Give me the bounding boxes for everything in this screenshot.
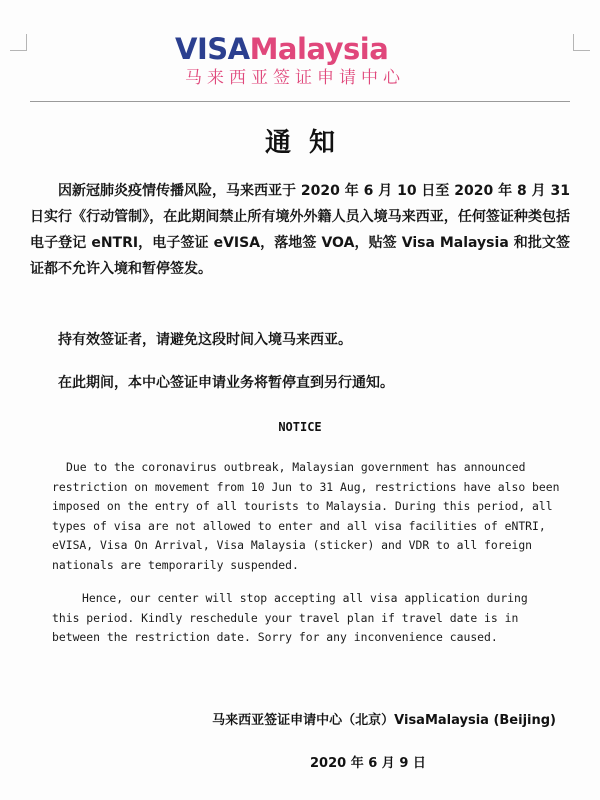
logo-visa-text: VISA <box>175 32 250 66</box>
crop-mark-top-left <box>10 34 27 51</box>
english-paragraph-2: Hence, our center will stop accepting all visa application during this period. Kindly reschedule your travel plan if travel date is in between the restriction date. Sorry for any inconvenience caused. <box>52 591 528 644</box>
header-divider <box>30 101 570 102</box>
logo-subtitle: 马来西亚签证申请中心 <box>185 68 405 88</box>
logo-wordmark <box>175 32 415 66</box>
chinese-paragraph-1: 因新冠肺炎疫情传播风险，马来西亚于 2020 年 6 月 10 日至 2020 年 8 月 31 日实行《行动管制》，在此期间禁止所有境外外籍人员入境马来西亚，任何签证种类包括电子登记 eNTRI，电子签证 eVISA，落地签 VOA，贴签 Visa Malaysia 和批文签证都不允许入境和暂停签发。 <box>30 183 570 277</box>
signature: 马来西亚签证申请中心（北京）VisaMalaysia (Beijing) <box>212 713 556 728</box>
visa-malaysia-logo <box>175 32 415 94</box>
english-paragraph-1: Due to the coronavirus outbreak, Malaysian government has announced restriction on movement from 10 Jun to 31 Aug, restrictions have also been imposed on the entry of all tourists to Malaysia. During this period, all types of visa are not allowed to enter and all visa facilities of eNTRI, eVISA, Visa On Arrival, Visa Malaysia (sticker) and VDR to all foreign nationals are temporarily suspended. <box>52 460 560 572</box>
english-notice-heading: NOTICE <box>278 420 322 434</box>
chinese-paragraph-3: 在此期间，本中心签证申请业务将暂停直到另行通知。 <box>58 375 394 391</box>
crop-mark-top-right <box>573 34 590 51</box>
document-title: 通知 <box>264 128 353 158</box>
issue-date: 2020 年 6 月 9 日 <box>310 756 426 771</box>
chinese-paragraph-2: 持有效签证者，请避免这段时间入境马来西亚。 <box>58 332 352 348</box>
logo-malaysia-text: Malaysia <box>249 32 389 66</box>
